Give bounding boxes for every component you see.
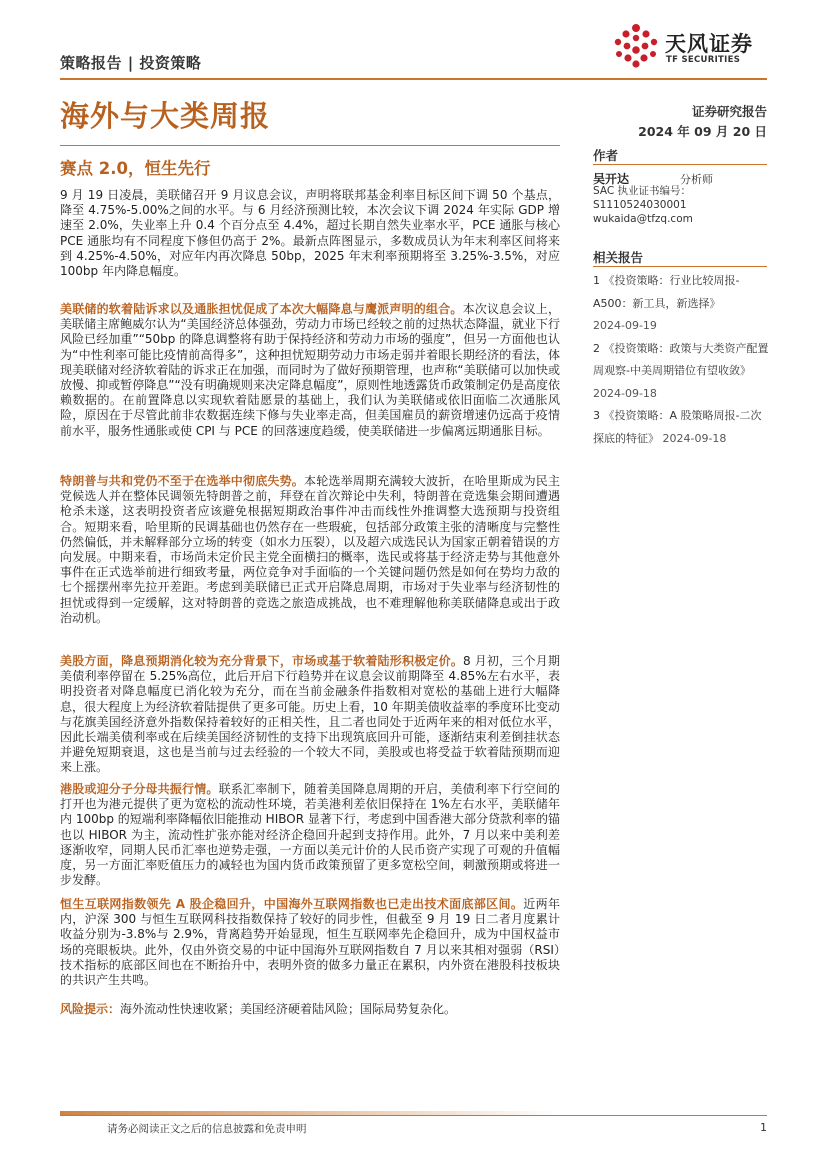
- title-rule: [60, 145, 560, 146]
- paragraph-text: 本次议息会议上，美联储主席鲍威尔认为“美国经济总体强劲，劳动力市场已经较之前的过热状态降温，就业下行风险已经加重”“50bp 的降息调整将有助于保持经济和劳动力市场的强度”，但另一方面他也认为“中性利率可能比疫情前高得多”，这种担忧短期劳动力市场走弱并着眼长期经济的看法，体现美联储对经济软着陆的诉求正在加强，而同时为了做好预期管理，也声称“美联储可以加快或放慢、抑或暂停降息”“没有明确规则来决定降息幅度”，原则性地透露货币政策制定仍是高度依赖数据的。在前置降息以实现软着陆愿景的基础上，我们认为美联储或依旧面临二次通胀风险，原因在于尽管此前非农数据连续下修与失业率走高，但美国雇员的薪资增速仍远高于疫情前水平，服务性通胀或使 CPI 与 PCE 的回落速度趋缓，使美联储进一步偏离远期通胀目标。: [60, 302, 560, 438]
- sac-number: S1110524030001: [593, 199, 687, 211]
- related-report-item[interactable]: [593, 405, 769, 450]
- body-paragraph-us-equity: [60, 654, 560, 776]
- body-paragraph-hk-equity: [60, 782, 560, 888]
- paragraph-text: 9 月 19 日凌晨，美联储召开 9 月议息会议，声明将联邦基金利率目标区间下调 50 个基点，降至 4.75%-5.00%之间的水平。与 6 月经济预测比较，本次会议下调 2024 年实际 GDP 增速至 2.0%，失业率上升 0.4 个百分点至 4.4%，超过长期自然失业率水平，PCE 通胀与核心 PCE 通胀均有不同程度下修但仍高于 2%。最新点阵图显示，多数成员认为年末利率区间将来到 4.25%-4.50%，对应年内再次降息 50bp，2025 年末利率预期将至 3.25%-3.5%，对应 100bp 年内降息幅度。: [60, 188, 560, 279]
- page-subtitle: 赛点 2.0，恒生先行: [60, 159, 211, 178]
- risk-text: 海外流动性快速收紧；美国经济硬着陆风险；国际局势复杂化。: [120, 1002, 457, 1016]
- author-name: 吴开达: [593, 172, 630, 186]
- risk-warning: [60, 1002, 560, 1017]
- author-rule: [593, 164, 767, 165]
- sac-label: SAC 执业证书编号：: [593, 185, 692, 197]
- body-paragraph-fed: [60, 302, 560, 439]
- logo-text-en: TF SECURITIES: [666, 55, 741, 65]
- related-report-item[interactable]: [593, 270, 769, 338]
- report-date: 2024 年 09 月 20 日: [638, 124, 767, 139]
- paragraph-heading: 恒生互联网指数领先 A 股企稳回升，中国海外互联网指数也已走出技术面底部区间。: [60, 897, 524, 911]
- tf-securities-logo: [610, 22, 770, 72]
- paragraph-text: 联系汇率制下，随着美国降息周期的开启，美债利率下行空间的打开也为港元提供了更为宽松的流动性环境，若美港利差依旧保持在 1%左右水平，美联储年内 100bp 的短端利率降幅依旧能推动 HIBOR 显著下行，考虑到中国香港大部分贷款利率的锚也以 HIBOR 为主，流动性扩张亦能对经济企稳回升起到支持作用。此外，7 月以来中美利差逐渐收窄，同期人民币汇率也逆势走强，一方面以美元计价的人民币资产实现了可观的升值幅度，另一方面汇率贬值压力的减轻也为国内货币政策预留了更多宽松空间，刺激预期或将进一步发酵。: [60, 782, 560, 888]
- header-rule: [60, 78, 767, 80]
- related-report-title[interactable]: 3 《投资策略：A 股策略周报-二次探底的特征》: [593, 409, 762, 445]
- related-report-title[interactable]: 2 《投资策略：政策与大类资产配置周观察-中美周期错位有望收敛》: [593, 341, 769, 377]
- author-heading: 作者: [593, 148, 619, 163]
- footer-disclaimer: 请务必阅读正文之后的信息披露和免责申明: [107, 1123, 307, 1135]
- paragraph-heading: 特朗普与共和党仍不至于在选举中彻底失势。: [60, 474, 304, 488]
- body-paragraph-internet-index: [60, 897, 560, 988]
- paragraph-text: 本轮选举周期充满较大波折，在哈里斯成为民主党候选人并在整体民调领先特朗普之前，拜登在首次辩论中失利，特朗普在竞选集会期间遭遇枪杀未遂，这表明投资者应该避免根据短期政治事件冲击而线性外推调整大选预期与投资组合。短期来看，哈里斯的民调基础也仍然存在一些瑕疵，包括部分政策主张的清晰度与完整性仍然偏低，并未解释部分立场的转变（如水力压裂），以及超六成选民认为国家正朝着错误的方向发展。中期来看，市场尚未定价民主党全面横扫的概率，选民或将基于经济走势与其他意外事件在正式选举前进行细致考量，两位竞争对手面临的一个关键问题仍然是如何在势均力敌的七个摇摆州率先拉开差距。考虑到美联储已正式开启降息周期，市场对于失业率与经济韧性的担忧或得到一定缓解，这对特朗普的竞选之旅造成挑战，也不难理解他称美联储降息或出于政治动机。: [60, 474, 560, 625]
- page-title: 海外与大类周报: [60, 99, 271, 133]
- related-report-date: 2024-09-19: [593, 319, 657, 332]
- related-heading: 相关报告: [593, 250, 644, 265]
- body-paragraph-summary: [60, 188, 560, 279]
- related-report-date: 2024-09-18: [662, 431, 727, 445]
- body-paragraph-election: [60, 474, 560, 626]
- author-role: 分析师: [680, 173, 713, 186]
- paragraph-heading: 美股方面，降息预期消化较为充分背景下，市场或基于软着陆形积极定价。: [60, 654, 464, 668]
- paragraph-heading: 港股或迎分子分母共振行情。: [60, 782, 219, 796]
- related-reports-list: [593, 270, 769, 450]
- logo-text-cn: 天风证券: [665, 32, 753, 56]
- risk-label: 风险提示：: [60, 1002, 121, 1016]
- logo-mark-icon: [610, 22, 662, 72]
- author-email[interactable]: wukaida@tfzq.com: [593, 213, 693, 225]
- paragraph-text: 近两年内，沪深 300 与恒生互联网科技指数保持了较好的同步性，但截至 9 月 19 日二者月度累计收益分别为-3.8%与 2.9%，背离趋势开始显现，恒生互联网率先企稳回升，成为中国权益市场的亮眼板块。此外，仅由外资交易的中证中国海外互联网指数自 7 月以来其相对强弱（RSI）技术指标的底部区间也在不断抬升中，表明外资的做多力量正在累积，内外资在港股科技板块的共识产生共鸣。: [60, 897, 560, 988]
- report-type: 证券研究报告: [691, 104, 767, 119]
- related-report-title[interactable]: 1 《投资策略：行业比较周报-A500：新工具，新选择》: [593, 274, 740, 310]
- related-report-date: 2024-09-18: [593, 386, 657, 400]
- related-rule: [593, 266, 767, 267]
- paragraph-text: 8 月初，三个月期美债利率停留在 5.25%高位，此后开启下行趋势并在议息会议前期降至 4.85%左右水平，表明投资者对降息幅度已消化较为充分，而在当前金融条件指数相对宽松的基础上进行大幅降息，很大程度上为经济软着陆提供了更多可能。历史上看，10 年期美债收益率的季度环比变动与花旗美国经济意外指数保持着较好的正相关性，且二者也同处于近两年来的相对低位水平，因此长端美债利率或在后续美国经济韧性的支持下出现筑底回升可能，逐渐结束利差倒挂状态并避免短期衰退，这也是当前与过去经验的一个较大不同，美股或也将受益于软着陆预期而迎来上涨。: [60, 654, 560, 775]
- paragraph-heading: 美联储的软着陆诉求以及通胀担忧促成了本次大幅降息与鹰派声明的组合。: [60, 302, 463, 316]
- page-number: 1: [760, 1121, 767, 1134]
- footer-rule: [60, 1115, 767, 1116]
- report-category: 策略报告 | 投资策略: [60, 54, 202, 72]
- related-report-item[interactable]: [593, 338, 769, 406]
